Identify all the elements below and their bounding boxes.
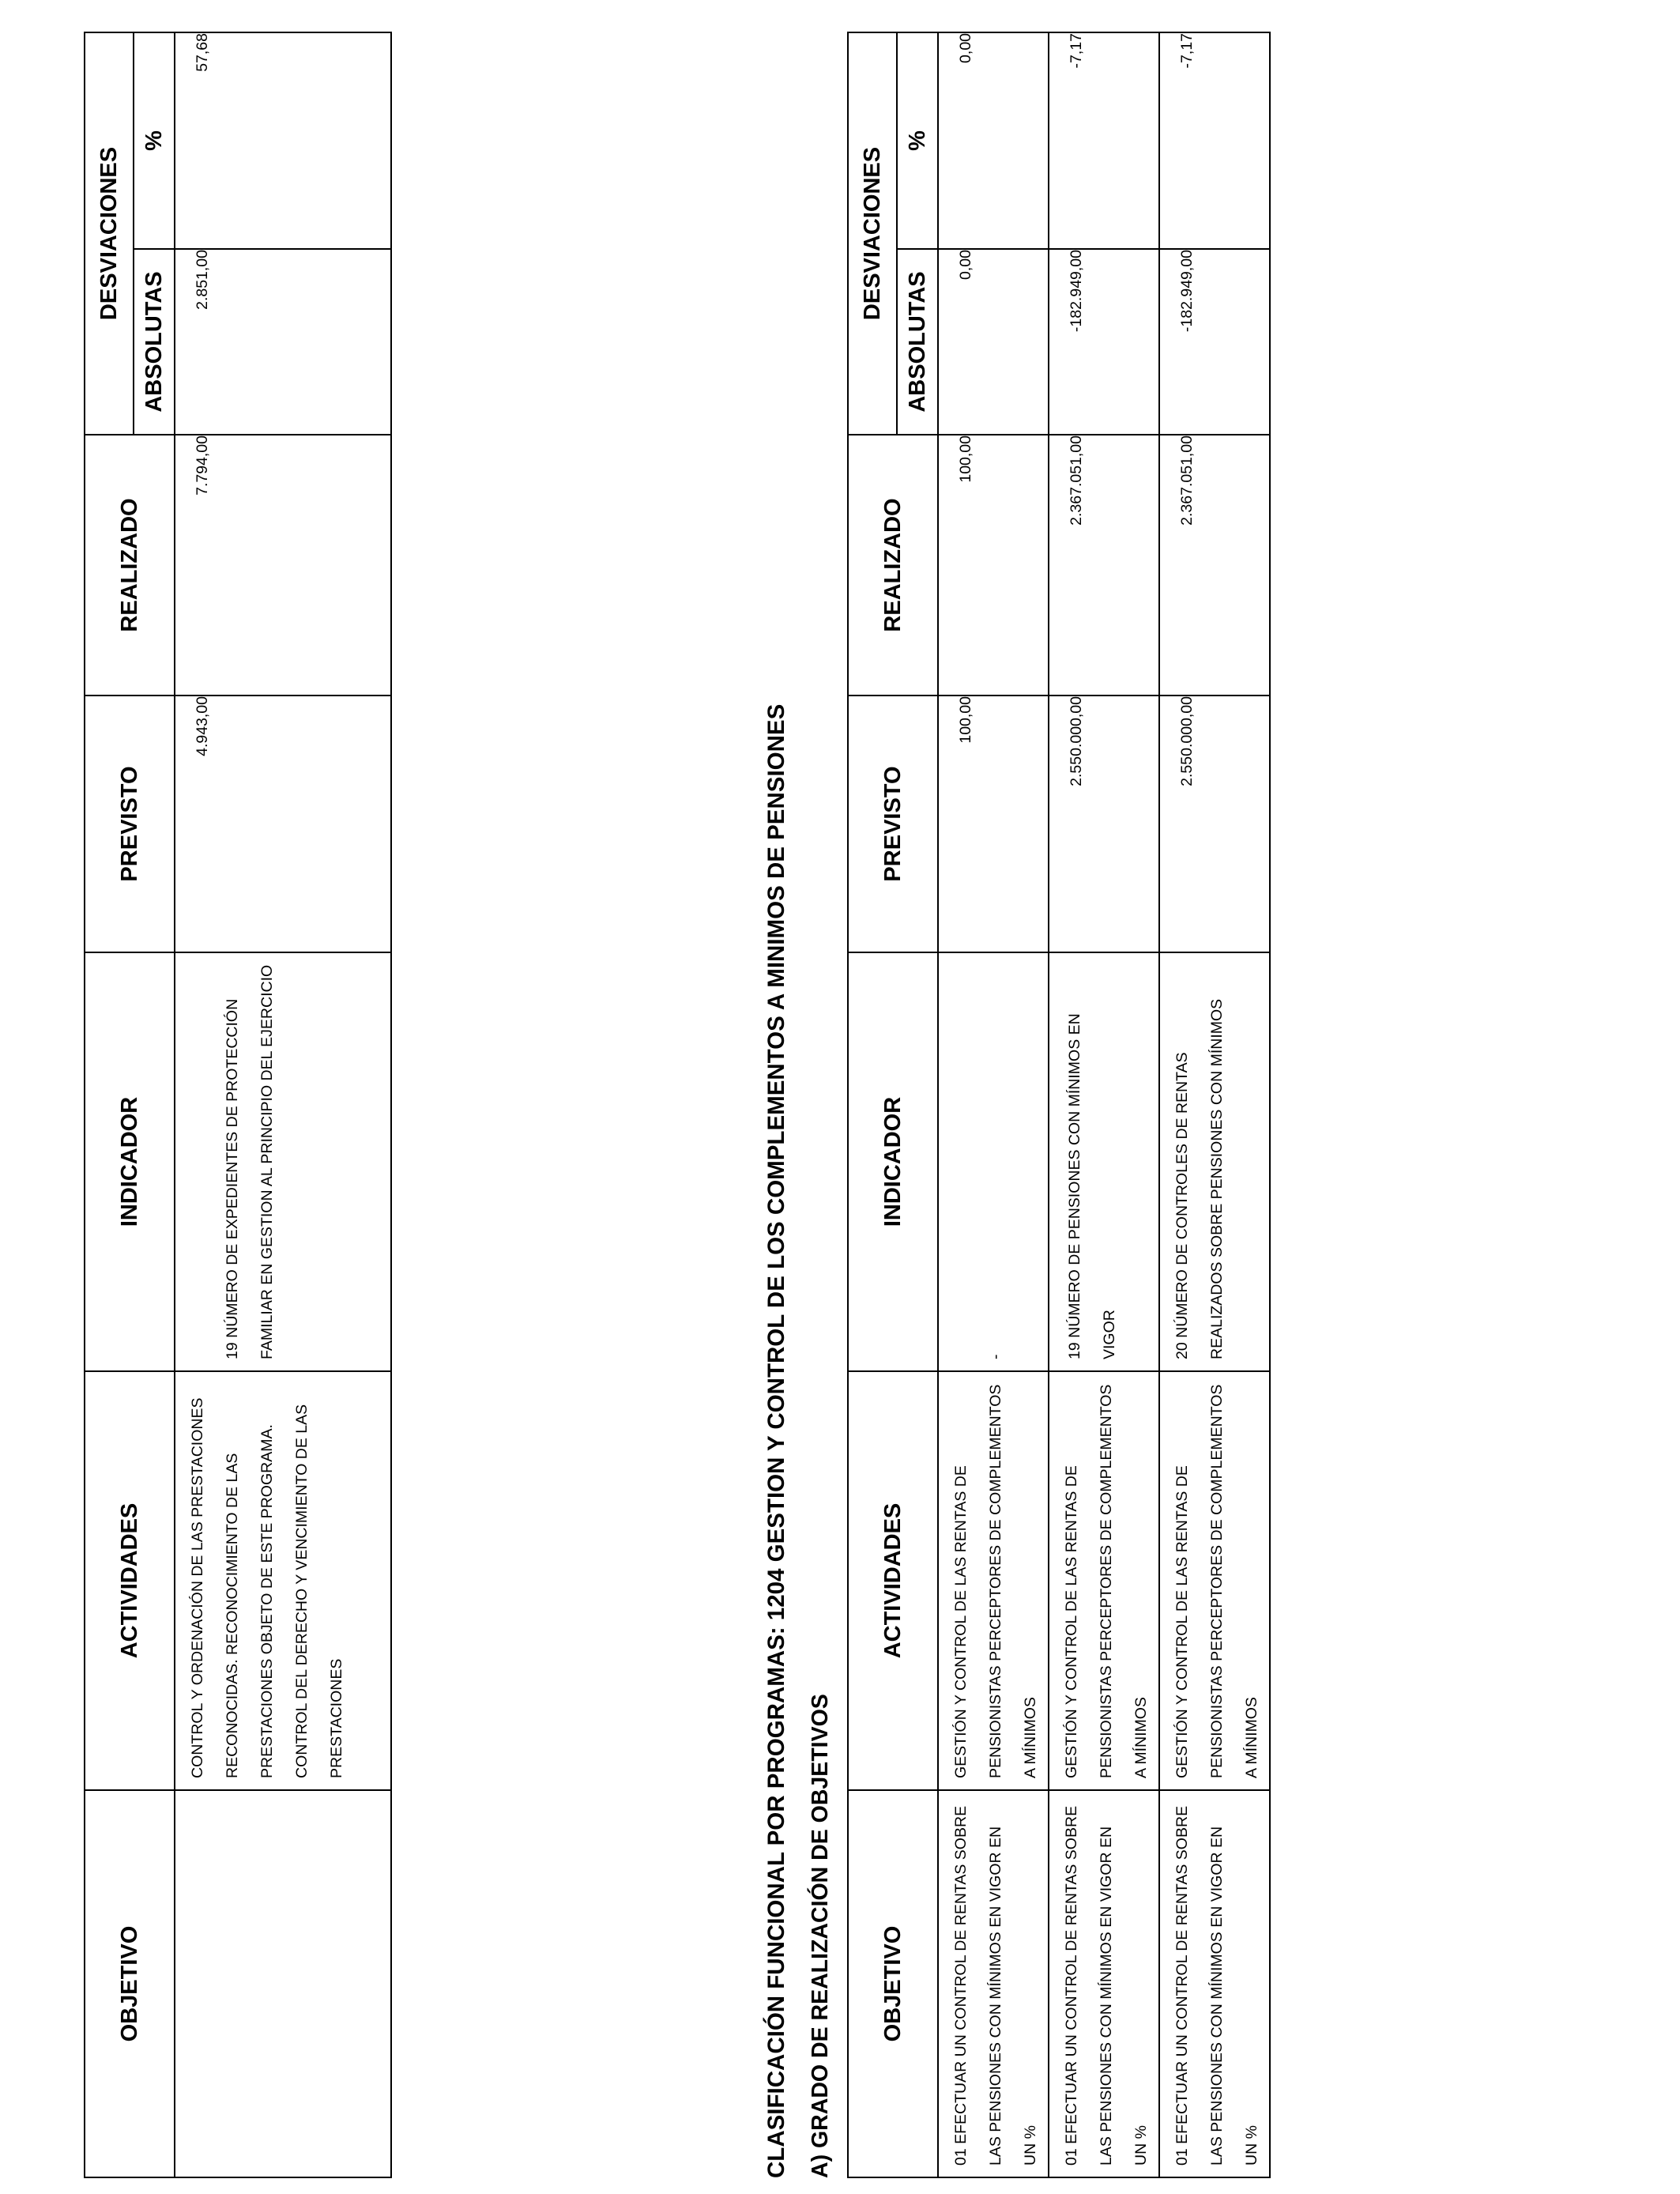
cell-porcentaje: -7,17 bbox=[1159, 32, 1270, 249]
cell-objetivo: 01 EFECTUAR UN CONTROL DE RENTAS SOBRE LAS PENSIONES CON MÍNIMOS EN VIGOR EN UN % bbox=[938, 1790, 1049, 2177]
header-porcentaje: % bbox=[134, 32, 175, 249]
cell-realizado: 100,00 bbox=[938, 435, 1049, 696]
cell-realizado: 2.367.051,00 bbox=[1159, 435, 1270, 696]
table-row bbox=[938, 32, 1049, 2177]
header-previsto: PREVISTO bbox=[85, 696, 175, 952]
header-actividades: ACTIVIDADES bbox=[848, 1371, 938, 1790]
cell-absolutas: -182.949,00 bbox=[1159, 249, 1270, 435]
cell-realizado: 2.367.051,00 bbox=[1049, 435, 1159, 696]
cell-actividades: GESTIÓN Y CONTROL DE LAS RENTAS DE PENSIONISTAS PERCEPTORES DE COMPLEMENTOS A MÍNIMOS bbox=[1159, 1371, 1270, 1790]
cell-indicador: 20 NÚMERO DE CONTROLES DE RENTAS REALIZADOS SOBRE PENSIONES CON MÍNIMOS bbox=[1159, 952, 1270, 1371]
header-actividades: ACTIVIDADES bbox=[85, 1371, 175, 1790]
cell-objetivo: 01 EFECTUAR UN CONTROL DE RENTAS SOBRE LAS PENSIONES CON MÍNIMOS EN VIGOR EN UN % bbox=[1159, 1790, 1270, 2177]
cell-previsto: 4.943,00 bbox=[175, 696, 391, 952]
cell-actividades: CONTROL Y ORDENACIÓN DE LAS PRESTACIONES RECONOCIDAS. RECONOCIMIENTO DE LAS PRESTACIONES OBJETO DE ESTE PROGRAMA. CONTROL DEL DERECHO Y VENCIMIENTO DE LAS PRESTACIONES bbox=[175, 1371, 391, 1790]
header-objetivo: OBJETIVO bbox=[85, 1790, 175, 2177]
cell-indicador: 19 NÚMERO DE PENSIONES CON MÍNIMOS EN VIGOR bbox=[1049, 952, 1159, 1371]
objectives-table-1204 bbox=[847, 32, 1271, 2178]
cell-porcentaje: -7,17 bbox=[1049, 32, 1159, 249]
cell-previsto: 2.550.000,00 bbox=[1049, 696, 1159, 952]
cell-objetivo bbox=[175, 1790, 391, 2177]
header-desviaciones: DESVIACIONES bbox=[848, 32, 897, 435]
table-row bbox=[1159, 32, 1270, 2177]
section-subtitle: A) GRADO DE REALIZACIÓN DE OBJETIVOS bbox=[808, 1694, 833, 2178]
cell-porcentaje: 0,00 bbox=[938, 32, 1049, 249]
cell-actividades: GESTIÓN Y CONTROL DE LAS RENTAS DE PENSIONISTAS PERCEPTORES DE COMPLEMENTOS A MÍNIMOS bbox=[938, 1371, 1049, 1790]
header-absolutas: ABSOLUTAS bbox=[897, 249, 938, 435]
table-row bbox=[175, 32, 391, 2177]
cell-absolutas: 2.851,00 bbox=[175, 249, 391, 435]
cell-indicador: - bbox=[938, 952, 1049, 1371]
cell-realizado: 7.794,00 bbox=[175, 435, 391, 696]
header-objetivo: OBJETIVO bbox=[848, 1790, 938, 2177]
header-desviaciones: DESVIACIONES bbox=[85, 32, 134, 435]
table-row bbox=[1049, 32, 1159, 2177]
header-absolutas: ABSOLUTAS bbox=[134, 249, 175, 435]
cell-porcentaje: 57,68 bbox=[175, 32, 391, 249]
section-title: CLASIFICACIÓN FUNCIONAL POR PROGRAMAS: 1204 GESTION Y CONTROL DE LOS COMPLEMENTOS A MINIMOS DE PENSIONES bbox=[763, 703, 789, 2178]
cell-indicador: 19 NÚMERO DE EXPEDIENTES DE PROTECCIÓN FAMILIAR EN GESTION AL PRINCIPIO DEL EJERCICIO bbox=[175, 952, 391, 1371]
header-porcentaje: % bbox=[897, 32, 938, 249]
cell-absolutas: 0,00 bbox=[938, 249, 1049, 435]
header-previsto: PREVISTO bbox=[848, 696, 938, 952]
header-realizado: REALIZADO bbox=[85, 435, 175, 696]
cell-absolutas: -182.949,00 bbox=[1049, 249, 1159, 435]
header-indicador: INDICADOR bbox=[85, 952, 175, 1371]
cell-previsto: 100,00 bbox=[938, 696, 1049, 952]
header-realizado: REALIZADO bbox=[848, 435, 938, 696]
cell-previsto: 2.550.000,00 bbox=[1159, 696, 1270, 952]
objectives-table-continuation bbox=[84, 32, 392, 2178]
cell-objetivo: 01 EFECTUAR UN CONTROL DE RENTAS SOBRE LAS PENSIONES CON MÍNIMOS EN VIGOR EN UN % bbox=[1049, 1790, 1159, 2177]
cell-actividades: GESTIÓN Y CONTROL DE LAS RENTAS DE PENSIONISTAS PERCEPTORES DE COMPLEMENTOS A MÍNIMOS bbox=[1049, 1371, 1159, 1790]
header-indicador: INDICADOR bbox=[848, 952, 938, 1371]
